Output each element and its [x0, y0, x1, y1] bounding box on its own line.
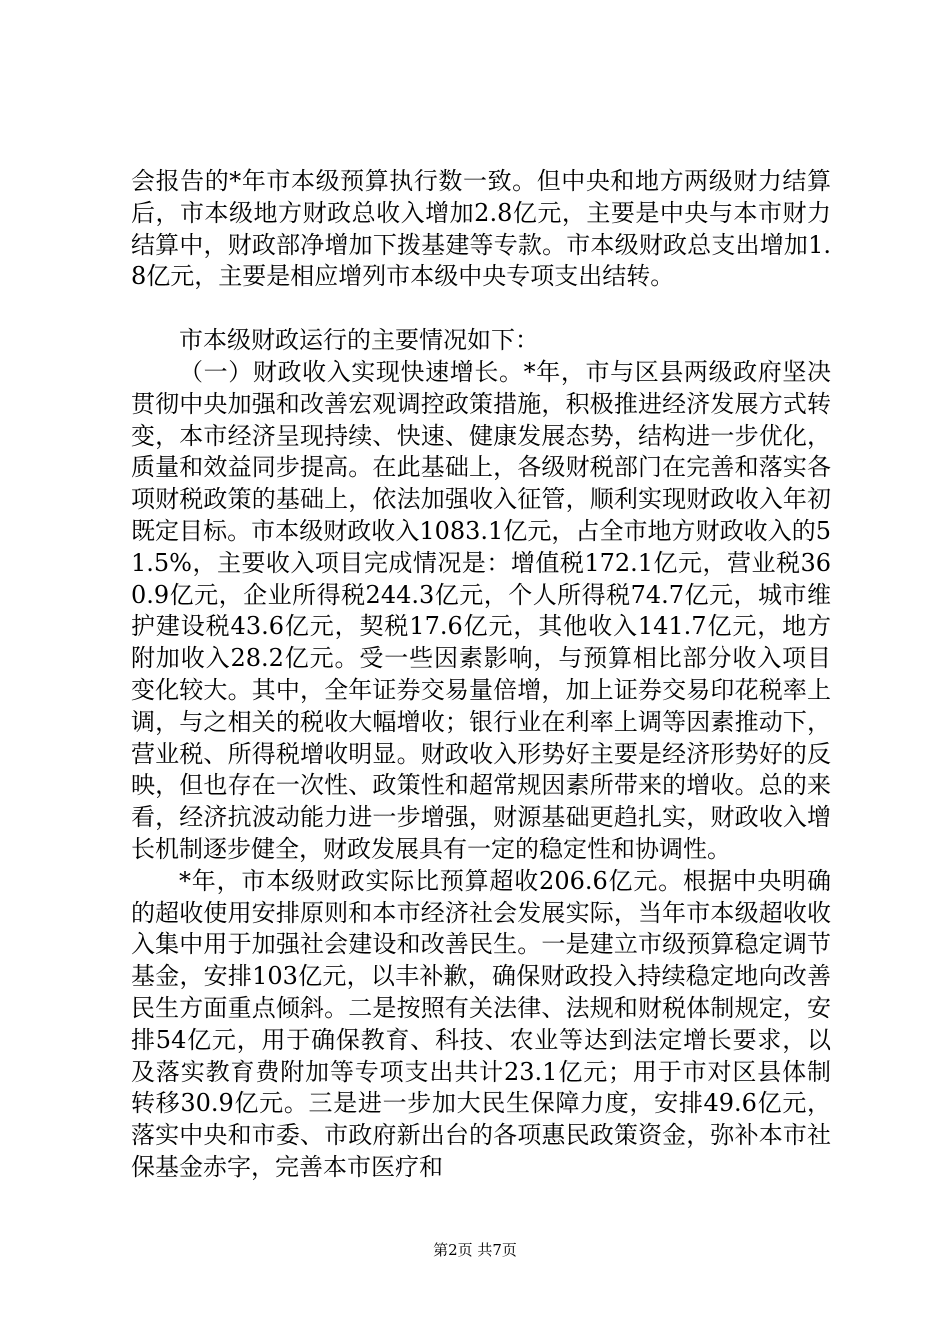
paragraph-intro: 市本级财政运行的主要情况如下：	[179, 326, 539, 355]
page-number-footer: 第2页 共7页	[433, 1241, 517, 1259]
document-body	[131, 166, 831, 1184]
paragraph-gap	[131, 293, 831, 325]
paragraph-revenue-growth: （一）财政收入实现快速增长。*年，市与区县两级政府坚决贯彻中央加强和改善宏观调控政策措施，积极推进经济发展方式转变，本市经济呈现持续、快速、健康发展态势，结构进一步优化，质量和效益同步提高。在此基础上，各级财税部门在完善和落实各项财税政策的基础上，依法加强收入征管，顺利实现财政收入年初既定目标。市本级财政收入1083.1亿元，占全市地方财政收入的51.5%，主要收入项目完成情况是：增值税172.1亿元，营业税360.9亿元，企业所得税244.3亿元，个人所得税74.7亿元，城市维护建设税43.6亿元，契税17.6亿元，其他收入141.7亿元，地方附加收入28.2亿元。受一些因素影响，与预算相比部分收入项目变化较大。其中，全年证券交易量倍增，加上证券交易印花税率上调，与之相关的税收大幅增收；银行业在利率上调等因素推动下，营业税、所得税增收明显。财政收入形势好主要是经济形势好的反映，但也存在一次性、政策性和超常规因素所带来的增收。总的来看，经济抗波动能力进一步增强，财源基础更趋扎实，财政收入增长机制逐步健全，财政发展具有一定的稳定性和协调性。	[131, 357, 831, 863]
paragraph-excess-revenue: *年，市本级财政实际比预算超收206.6亿元。根据中央明确的超收使用安排原则和本市经济社会发展实际，当年市本级超收收入集中用于加强社会建设和改善民生。一是建立市级预算稳定调节基金，安排103亿元，以丰补歉，确保财政投入持续稳定地向改善民生方面重点倾斜。二是按照有关法律、法规和财税体制规定，安排54亿元，用于确保教育、科技、农业等达到法定增长要求，以及落实教育费附加等专项支出共计23.1亿元；用于市对区县体制转移30.9亿元。三是进一步加大民生保障力度，安排49.6亿元，落实中央和市委、市政府新出台的各项惠民政策资金，弥补本市社保基金赤字，完善本市医疗和	[131, 866, 831, 1181]
paragraph-continuation: 会报告的*年市本级预算执行数一致。但中央和地方两级财力结算后，市本级地方财政总收入增加2.8亿元，主要是中央与本市财力结算中，财政部净增加下拨基建等专款。市本级财政总支出增加1.8亿元，主要是相应增列市本级中央专项支出结转。	[131, 167, 831, 291]
